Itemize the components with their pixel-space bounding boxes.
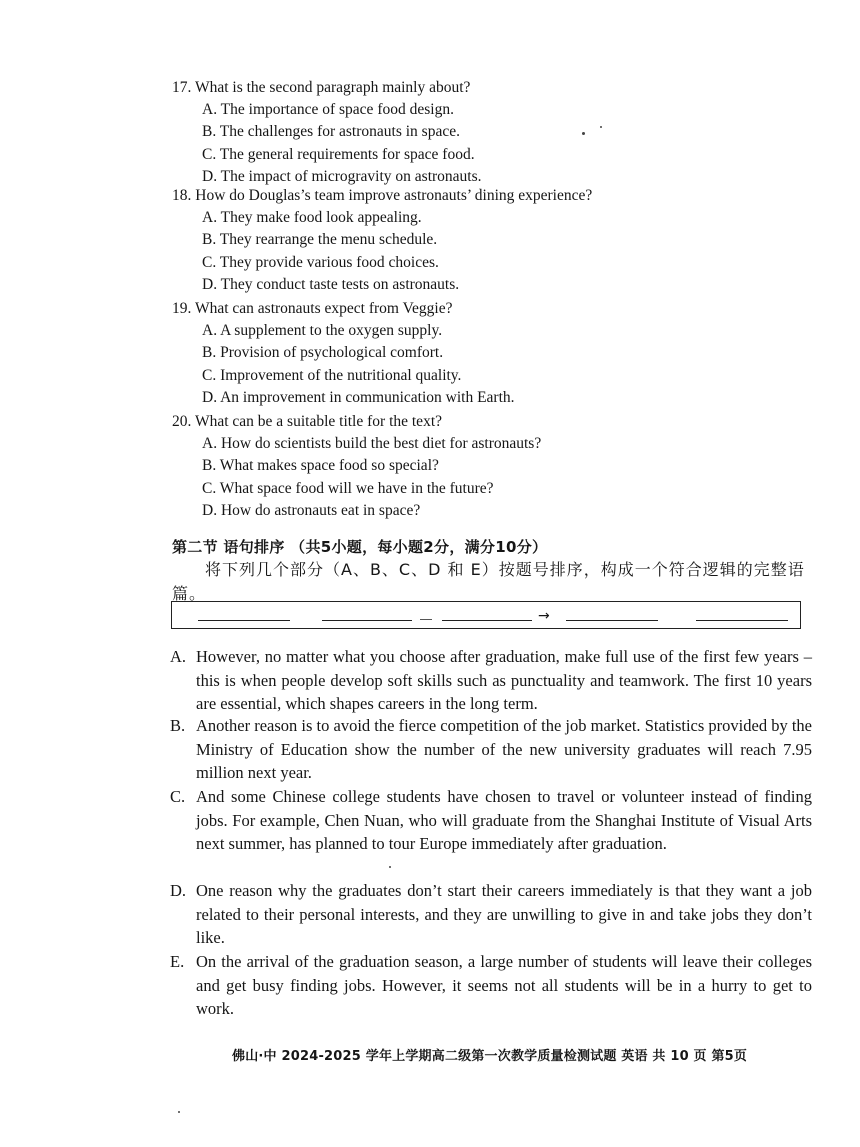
- option-d: D. They conduct taste tests on astronauts.: [202, 275, 460, 293]
- paragraph-text: And some Chinese college students have chosen to travel or volunteer instead of finding jobs. For example, Chen Nuan, who will graduate from the Shanghai Institute of Visual Arts next summer, has planned to tour Europe immediately after graduation.: [196, 787, 812, 853]
- answer-blank-5[interactable]: [696, 620, 788, 621]
- option-b: B. The challenges for astronauts in space.: [202, 123, 460, 141]
- paragraph-b: [170, 714, 812, 785]
- scan-speck: [389, 866, 391, 868]
- option-d: D. The impact of microgravity on astronauts.: [202, 167, 482, 185]
- answer-blank-2[interactable]: [322, 620, 412, 621]
- option-c: C. The general requirements for space food.: [202, 145, 475, 163]
- paragraph-letter: E.: [170, 952, 185, 971]
- option-d: D. How do astronauts eat in space?: [202, 501, 421, 519]
- option-b: B. Provision of psychological comfort.: [202, 344, 444, 362]
- section-title: 第二节 语句排序 （共5小题，每小题2分，满分10分）: [172, 538, 548, 556]
- paragraph-letter: B.: [170, 716, 186, 735]
- option-c: C. They provide various food choices.: [202, 253, 439, 271]
- question-stem: 18. How do Douglas’s team improve astronauts’ dining experience?: [172, 187, 593, 204]
- answer-box: [171, 601, 801, 629]
- option-a: A. The importance of space food design.: [202, 101, 454, 118]
- scan-speck: [582, 132, 585, 135]
- paragraph-a: [170, 645, 812, 716]
- page-footer: 佛山·中 2024-2025 学年上学期高二级第一次教学质量检测试题 英语 共 10 页 第5页: [232, 1049, 748, 1064]
- option-c: C. What space food will we have in the future?: [202, 479, 494, 497]
- separator-dash: [420, 619, 432, 620]
- question-19: [172, 298, 812, 409]
- option-c: C. Improvement of the nutritional quality.: [202, 366, 462, 384]
- paragraph-c: [170, 785, 812, 856]
- paragraph-letter: D.: [170, 881, 187, 900]
- arrow-icon: →: [538, 608, 550, 624]
- paragraph-text: One reason why the graduates don’t start their careers immediately is that they want a job related to their personal interests, and they are unwilling to give in and take jobs they don’t like.: [196, 881, 812, 947]
- paragraph-text: On the arrival of the graduation season, a large number of students will leave their colleges and get busy finding jobs. However, it seems not all students will be in a hurry to get to work.: [196, 952, 812, 1018]
- question-20: [172, 411, 812, 522]
- question-stem: 20. What can be a suitable title for the text?: [172, 413, 443, 430]
- option-a: A. A supplement to the oxygen supply.: [202, 322, 443, 339]
- answer-blank-3[interactable]: [442, 620, 532, 621]
- question-stem: 19. What can astronauts expect from Veggie?: [172, 300, 453, 317]
- paragraph-text: However, no matter what you choose after graduation, make full use of the first few years – this is when people develop soft skills such as punctuality and teamwork. The first 10 years are essential, which shapes careers in the long term.: [196, 647, 812, 713]
- question-17: [172, 77, 812, 188]
- option-b: B. They rearrange the menu schedule.: [202, 231, 438, 249]
- answer-blank-1[interactable]: [198, 620, 290, 621]
- option-b: B. What makes space food so special?: [202, 457, 439, 475]
- paragraph-letter: A.: [170, 647, 187, 666]
- option-a: A. They make food look appealing.: [202, 209, 422, 226]
- question-stem: 17. What is the second paragraph mainly about?: [172, 79, 471, 96]
- question-18: [172, 185, 812, 296]
- section-instruction: 将下列几个部分（A、B、C、D 和 E）按题号排序，构成一个符合逻辑的完整语篇。: [172, 560, 805, 603]
- paragraph-text: Another reason is to avoid the fierce competition of the job market. Statistics provided by the Ministry of Education show the number of the new university graduates will reach 7.95 million next year.: [196, 716, 812, 782]
- scan-speck: [178, 1111, 180, 1113]
- paragraph-e: [170, 950, 812, 1021]
- option-a: A. How do scientists build the best diet for astronauts?: [202, 435, 542, 452]
- scan-speck: [600, 126, 602, 128]
- option-d: D. An improvement in communication with Earth.: [202, 388, 515, 406]
- paragraph-letter: C.: [170, 787, 186, 806]
- answer-blank-4[interactable]: [566, 620, 658, 621]
- paragraph-d: [170, 879, 812, 950]
